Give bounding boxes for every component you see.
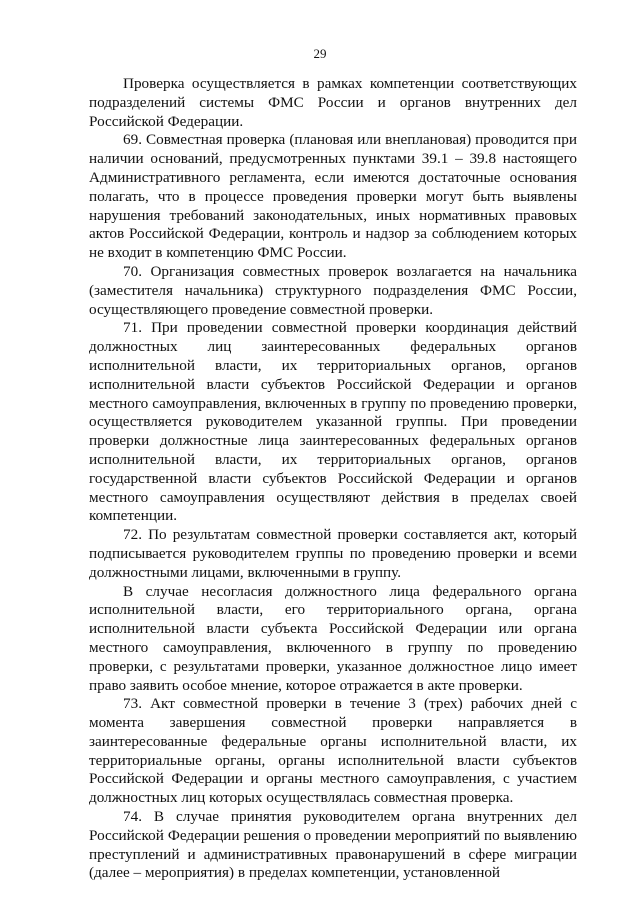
paragraph-69: 69. Совместная проверка (плановая или внеплановая) проводится при наличии оснований, предусмотренных пунктами 39.1 – 39.8 настоящего Административного регламента, если имеются достаточные основания полагать, что в процессе проведения проверки могут быть выявлены нарушения требований законодательных, иных нормативных правовых актов Российской Федерации, контроль и надзор за соблюдением которых не входит в компетенцию ФМС России. — [89, 131, 577, 262]
page-number: 29 — [313, 46, 327, 61]
paragraph-72: 72. По результатам совместной проверки составляется акт, который подписывается руководителем группы по проведению проверки и всеми должностными лицами, включенными в группу. — [89, 526, 577, 581]
paragraph-72-disagreement: В случае несогласия должностного лица федерального органа исполнительной власти, его территориального органа, органа исполнительной власти субъекта Российской Федерации или органа местного самоуправления, включенного в группу по проведению проверки, с результатами проверки, указанное должностное лицо имеет право заявить особое мнение, которое отражается в акте проверки. — [89, 582, 577, 694]
paragraph-73: 73. Акт совместной проверки в течение 3 (трех) рабочих дней с момента завершения совместной проверки направляется в заинтересованные федеральные органы исполнительной власти, их территориальные органы, органы исполнительной власти субъектов Российской Федерации и органы местного самоуправления, с участием должностных лиц которых осуществлялась совместная проверка. — [89, 695, 577, 807]
paragraph-71: 71. При проведении совместной проверки координация действий должностных лиц заинтересованных федеральных органов исполнительной власти, их территориальных органов, органов исполнительной власти субъектов Российской Федерации и органов местного самоуправления, включенных в группу по проведению проверки, осуществляется руководителем указанной группы. При проведении проверки должностные лица заинтересованных федеральных органов исполнительной власти, их территориальных органов, органов государственной власти субъектов Российской Федерации и органов местного самоуправления осуществляют действия в пределах своей компетенции. — [89, 319, 577, 525]
paragraph-70: 70. Организация совместных проверок возлагается на начальника (заместителя начальника) структурного подразделения ФМС России, осуществляющего проведение совместной проверки. — [89, 262, 577, 318]
paragraph-intro: Проверка осуществляется в рамках компетенции соответствующих подразделений системы ФМС России и органов внутренних дел Российской Федерации. — [89, 75, 577, 130]
paragraph-74: 74. В случае принятия руководителем органа внутренних дел Российской Федерации решения о проведении мероприятий по выявлению преступлений и административных правонарушений в сфере миграции (далее – мероприятия) в пределах компетенции, установленной — [89, 808, 577, 882]
document-body — [89, 75, 577, 883]
